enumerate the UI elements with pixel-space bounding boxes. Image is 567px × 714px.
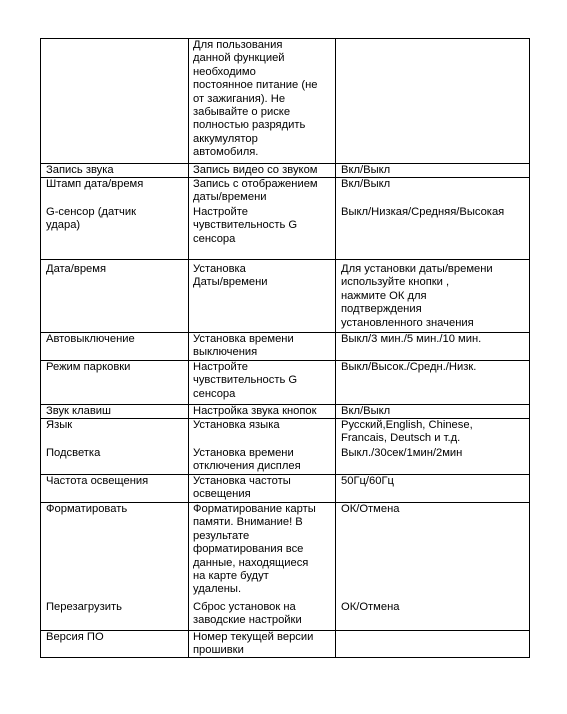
- table-cell: Автовыключение: [46, 333, 135, 345]
- table-cell: ОК/Отмена: [341, 601, 400, 613]
- table-cell: Настройте чувствительность G сенсора: [193, 206, 298, 245]
- table-cell: Форматирование карты памяти. Внимание! В результате форматирования все данные, находящиеся на карте будут удалены.: [193, 503, 316, 596]
- table-cell: Штамп дата/время: [46, 178, 144, 190]
- table-cell: Перезагрузить: [46, 601, 122, 613]
- table-cell: Подсветка: [46, 447, 101, 459]
- table-cell: Версия ПО: [46, 631, 104, 643]
- row-divider: [40, 259, 530, 260]
- table-cell: Запись с отображением даты/времени: [193, 178, 318, 204]
- table-cell: Вкл/Выкл: [341, 178, 391, 190]
- table-cell: Настройка звука кнопок: [193, 405, 317, 417]
- table-cell: Выкл/Низкая/Средняя/Высокая: [341, 206, 505, 218]
- settings-table: [40, 38, 530, 658]
- table-cell: Вкл/Выкл: [341, 164, 391, 176]
- table-cell: Выкл./30сек/1мин/2мин: [341, 447, 463, 459]
- table-cell: Русский,English, Chinese, Francais, Deutsch и т.д.: [341, 419, 473, 445]
- table-cell: Для пользования данной функцией необходимо постоянное питание (не от зажигания). Не забывайте о риске полностью разрядить аккумулятор автомобиля.: [193, 39, 318, 159]
- table-cell: 50Гц/60Гц: [341, 475, 394, 487]
- table-cell: Установка частоты освещения: [193, 475, 291, 501]
- table-cell: Для установки даты/времени используйте кнопки , нажмите ОК для подтверждения установленного значения: [341, 263, 493, 329]
- table-cell: Звук клавиш: [46, 405, 111, 417]
- table-cell: Запись звука: [46, 164, 114, 176]
- table-cell: Форматировать: [46, 503, 128, 515]
- table-cell: Установка времени выключения: [193, 333, 294, 359]
- table-border-left: [40, 38, 41, 658]
- table-cell: Запись видео со звуком: [193, 164, 318, 176]
- table-cell: Выкл/Высок./Средн./Низк.: [341, 361, 477, 373]
- table-cell: Частота освещения: [46, 475, 149, 487]
- table-cell: Выкл/3 мин./5 мин./10 мин.: [341, 333, 482, 345]
- table-cell: Установка Даты/времени: [193, 263, 268, 289]
- table-cell: Режим парковки: [46, 361, 131, 373]
- table-cell: Установка языка: [193, 419, 280, 431]
- table-cell: Настройте чувствительность G сенсора: [193, 361, 298, 400]
- table-cell: Язык: [46, 419, 73, 431]
- table-cell: Сброс установок на заводские настройки: [193, 601, 302, 627]
- table-column-divider: [188, 38, 189, 658]
- table-cell: ОК/Отмена: [341, 503, 400, 515]
- table-cell: Установка времени отключения дисплея: [193, 447, 301, 473]
- table-border-right: [529, 38, 530, 658]
- table-cell: G-сенсор (датчик удара): [46, 206, 137, 232]
- table-cell: Номер текущей версии прошивки: [193, 631, 314, 657]
- table-cell: Дата/время: [46, 263, 107, 275]
- table-cell: Вкл/Выкл: [341, 405, 391, 417]
